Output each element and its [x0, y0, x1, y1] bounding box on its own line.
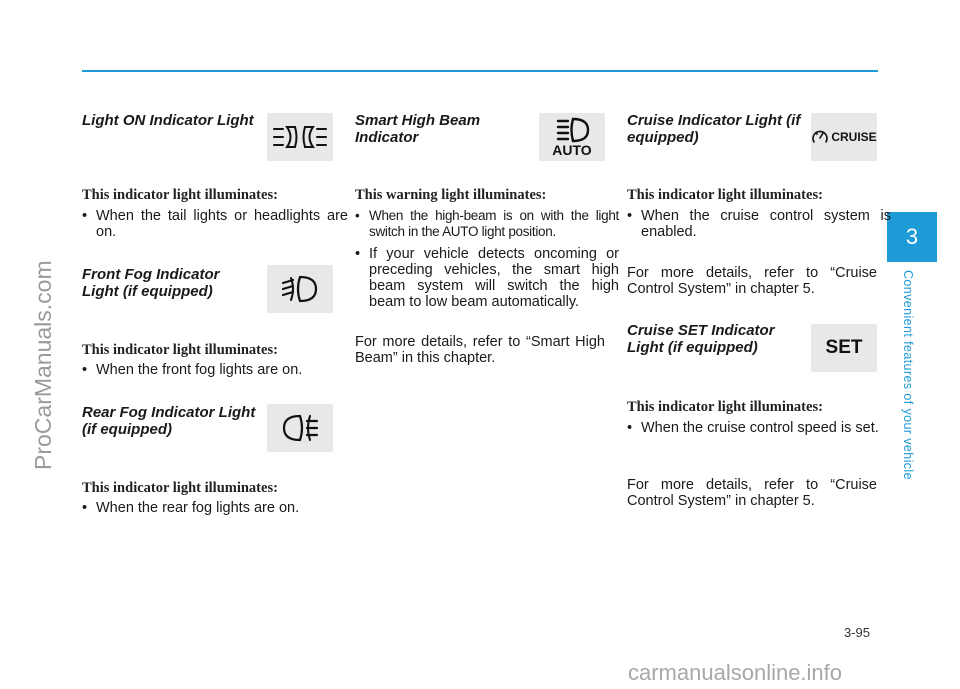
watermark-left: ProCarManuals.com	[30, 260, 56, 470]
auto-label: AUTO	[552, 142, 592, 158]
cruise-title: Cruise Indicator Light (if equipped)	[627, 112, 801, 146]
auto-high-beam-icon	[539, 113, 605, 161]
smart-high-beam-note: For more details, refer to “Smart High Beam” in this chapter.	[355, 334, 605, 366]
front-fog-subhead: This indicator light illuminates:	[82, 342, 278, 358]
smart-high-beam-bullet-1: • When the high-beam is on with the light switch in the AUTO light position.	[355, 208, 619, 240]
rear-fog-bullet: • When the rear fog lights are on.	[82, 500, 348, 516]
chapter-side-title	[897, 270, 919, 500]
cruise-subhead: This indicator light illuminates:	[627, 187, 823, 203]
cruise-label: CRUISE	[831, 130, 877, 144]
smart-high-beam-bullet-2: • If your vehicle detects oncoming or preceding vehicles, the smart high beam system will switch the high beam to low beam automatically.	[355, 246, 619, 310]
smart-high-beam-subhead: This warning light illuminates:	[355, 187, 547, 203]
front-fog-bullet: • When the front fog lights are on.	[82, 362, 348, 378]
light-on-title: Light ON Indicator Light	[82, 112, 254, 129]
front-fog-icon	[267, 265, 333, 313]
page-number: 3-95	[844, 625, 871, 640]
rear-fog-title: Rear Fog Indicator Light (if equipped)	[82, 404, 256, 438]
cruise-set-bullet: • When the cruise control speed is set.	[627, 420, 891, 436]
cruise-set-icon	[811, 324, 877, 372]
cruise-bullet: • When the cruise control system is enabled.	[627, 208, 891, 240]
cruise-set-title: Cruise SET Indicator Light (if equipped)	[627, 322, 775, 356]
chapter-tab: 3	[887, 212, 937, 262]
light-on-bullet: • When the tail lights or headlights are on.	[82, 208, 348, 240]
chapter-title-text: Convenient features of your vehicle	[901, 270, 915, 480]
watermark-bottom: carmanualsonline.info	[628, 660, 843, 685]
set-label: SET	[825, 337, 863, 358]
cruise-note: For more details, refer to “Cruise Control System” in chapter 5.	[627, 265, 877, 297]
top-rule	[82, 70, 878, 72]
cruise-icon	[811, 113, 877, 161]
rear-fog-subhead: This indicator light illuminates:	[82, 480, 278, 496]
rear-fog-icon	[267, 404, 333, 452]
cruise-set-note: For more details, refer to “Cruise Control System” in chapter 5.	[627, 477, 877, 509]
headlight-indicator-icon	[267, 113, 333, 161]
front-fog-title: Front Fog Indicator Light (if equipped)	[82, 266, 220, 300]
smart-high-beam-title: Smart High Beam Indicator	[355, 112, 481, 146]
cruise-set-subhead: This indicator light illuminates:	[627, 399, 823, 415]
light-on-subhead: This indicator light illuminates:	[82, 187, 278, 203]
